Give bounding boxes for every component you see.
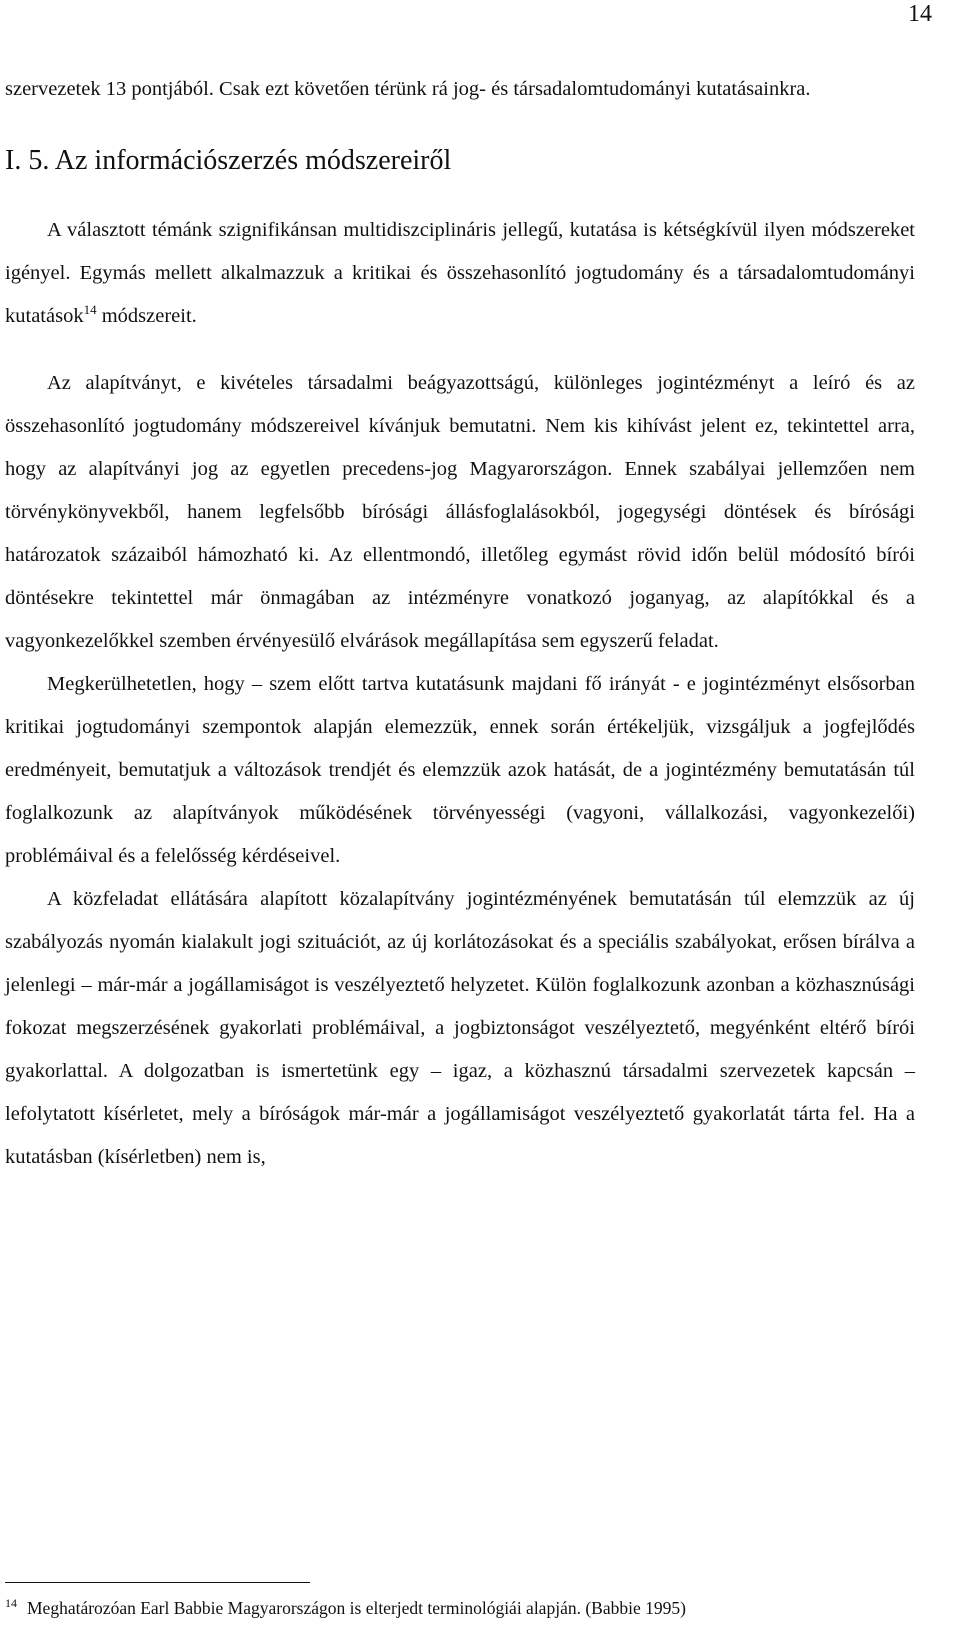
paragraph-methods-text: A választott témánk szignifikánsan multidiszciplináris jellegű, kutatása is kétségkívül ilyen módszereket igényel. Egymás mellett alkalmazzuk a kritikai és összehasonlító jogtudomány és a társadalomtudományi kutatások xyxy=(5,219,915,327)
footnote-mark: 14 xyxy=(5,1596,17,1610)
intro-paragraph: szervezetek 13 pontjából. Csak ezt követően térünk rá jog- és társadalomtudományi kutatásainkra. xyxy=(5,78,811,100)
footnote-reference[interactable]: 14 xyxy=(83,302,97,318)
footnote xyxy=(5,1589,915,1622)
paragraph-public-foundation: A közfeladat ellátására alapított közalapítvány jogintézményének bemutatásán túl elemzzük az új szabályozás nyomán kialakult jogi szituációt, az új korlátozásokat és a speciális szabályokat, erősen bírálva a jelenlegi – már-már a jogállamiságot is veszélyeztető helyzetet. Külön foglalkozunk azonban a közhasznúsági fokozat megszerzésének gyakorlati problémáival, a jogbiztonságot veszélyeztető, megyénként eltérő bírói gyakorlattal. A dolgozatban is ismertetünk egy – igaz, a közhasznú társadalmi szervezetek kapcsán – lefolytatott kísérletet, mely a bíróságok már-már a jogállamiságot veszélyeztető gyakorlatát tárta fel. Ha a kutatásban (kísérletben) nem is, xyxy=(5,888,915,1168)
section-heading: I. 5. Az információszerzés módszereiről xyxy=(5,145,452,176)
paragraph-critical-analysis: Megkerülhetetlen, hogy – szem előtt tartva kutatásunk majdani fő irányát - e jogintézményt elsősorban kritikai jogtudományi szempontok alapján elemezzük, ennek során értékeljük, vizsgáljuk a jogfejlődés eredményeit, bemutatjuk a változások trendjét és elemzzük azok hatását, de a jogintézmény bemutatásán túl foglalkozunk az alapítványok működésének törvényességi (vagyoni, vállalkozási, vagyonkezelői) problémáival és a felelősség kérdéseivel. xyxy=(5,673,915,867)
footnote-text: Meghatározóan Earl Babbie Magyarországon is elterjedt terminológiái alapján. (Babbie 1995) xyxy=(27,1597,686,1618)
document-body xyxy=(5,68,915,1179)
paragraph-foundation: Az alapítványt, e kivételes társadalmi beágyazottságú, különleges jogintézményt a leíró és az összehasonlító jogtudomány módszereivel kívánjuk bemutatni. Nem kis kihívást jelent ez, tekintettel arra, hogy az alapítványi jog az egyetlen precedens-jog Magyarországon. Ennek szabályai jellemzően nem törvénykönyvekből, hanem legfelsőbb bírósági állásfoglalásokból, jogegységi döntések és bírósági határozatok százaiból hámozható ki. Az ellentmondó, illetőleg egymást rövid időn belül módosító bírói döntésekre tekintettel már önmagában az intézményre vonatkozó joganyag, az alapítókkal és a vagyonkezelőkkel szemben érvényesülő elvárások megállapítása sem egyszerű feladat. xyxy=(5,372,915,652)
paragraph-methods xyxy=(5,209,915,338)
paragraph-methods-tail: módszereit. xyxy=(96,305,197,327)
page-number: 14 xyxy=(908,1,932,27)
footnote-divider xyxy=(5,1582,310,1583)
